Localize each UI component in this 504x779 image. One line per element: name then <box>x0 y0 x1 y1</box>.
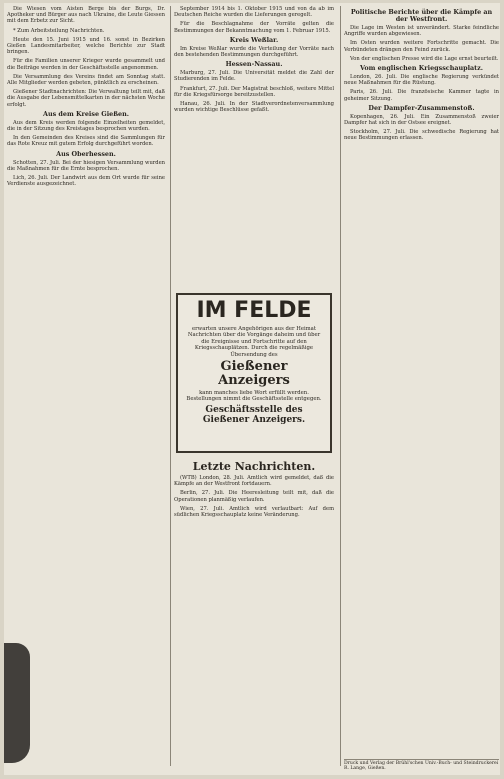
article-paragraph: Gießener Stadtnachrichten: Die Verwaltung teilt mit, daß die Ausgabe der Lebensmittelkarten in der nächsten Woche erfolgt. <box>7 89 165 108</box>
column-middle <box>174 6 334 290</box>
column-divider <box>170 6 171 766</box>
section-heading: Kreis Weßlar. <box>229 35 279 44</box>
latest-news-heading: Letzte Nachrichten. <box>192 460 316 473</box>
article-paragraph: (WTB) London, 28. Juli. Amtlich wird gemeldet, daß die Kämpfe an der Westfront fortdauern. <box>174 475 334 488</box>
article-paragraph: Wien, 27. Juli. Amtlich wird verlautbart: Auf dem südlichen Kriegsschauplatz keine Veränderung. <box>174 505 334 519</box>
section-heading: Hessen-Nassau. <box>225 60 283 69</box>
article-paragraph: Heute den 15. Juni 1915 und 16. sonst in Bezirken Gießen Landesmitarbeiter, welche Berichte zur Stadt bringen. <box>7 36 165 56</box>
article-paragraph: Die Lage im Westen ist unverändert. Starke feindliche Angriffe wurden abgewiesen. <box>344 25 499 38</box>
column-divider <box>340 6 341 766</box>
article-paragraph: Die Versammlung des Vereins findet am Sonntag statt. Alle Mitglieder werden gebeten, pünktlich zu erscheinen. <box>7 73 165 87</box>
article-paragraph: Paris, 26. Juli. Die französische Kammer tagte in geheimer Sitzung. <box>344 89 499 102</box>
article-paragraph: Stockholm, 27. Juli. Die schwedische Regierung hat neue Bestimmungen erlassen. <box>344 129 499 142</box>
section-heading: Politische Berichte über die Kämpfe an der Westfront. <box>350 8 493 23</box>
section-heading: Aus Oberhessen. <box>56 149 116 158</box>
latest-news-section <box>174 458 334 521</box>
article-paragraph: Aus dem Kreis werden folgende Einzelheiten gemeldet, die in der Sitzung des Kreistages besprochen wurden. <box>7 119 165 133</box>
ad-footer: Geschäftsstelle des Gießener Anzeigers. <box>202 404 306 425</box>
article-paragraph: September 1914 bis 1. Oktober 1915 und von da ab im Deutschen Reiche wurden die Lieferungen geregelt. <box>174 6 334 19</box>
section-heading: Der Dampfer-Zusammenstoß. <box>368 103 475 112</box>
ad-text: kann manches liebe Wort erfüllt werden. Bestellungen nimmt die Geschäftsstelle entgegen. <box>186 390 322 403</box>
article-paragraph: Berlin, 27. Juli. Die Heeresleitung teilt mit, daß die Operationen planmäßig verlaufen. <box>174 490 334 503</box>
article-paragraph: Von der englischen Presse wird die Lage ernst beurteilt. <box>350 55 499 62</box>
ad-text: erwarten unsere Angehörigen aus der Heimat Nachrichten über die Vorgänge daheim und über die Ereignisse und Fortschritte auf den Kriegsschauplätzen. Durch die regelmäßige Übersendung des <box>187 326 321 358</box>
section-heading: Aus dem Kreise Gießen. <box>43 109 129 118</box>
subscription-advertisement <box>176 293 332 453</box>
ad-title: IM FELDE <box>196 298 312 323</box>
ink-stain <box>4 643 30 763</box>
article-paragraph: Kopenhagen, 26. Juli. Ein Zusammenstoß zweier Dampfer hat sich in der Ostsee ereignet. <box>344 113 499 127</box>
article-paragraph: In den Gemeinden des Kreises sind die Sammlungen für das Rote Kreuz mit gutem Erfolg durchgeführt worden. <box>7 135 165 148</box>
imprint-footer: Druck und Verlag der Brühl'schen Univ.-Buch- und Steindruckerei R. Lange, Gießen. <box>344 761 499 772</box>
article-paragraph: Im Kreise Weßlar wurde die Verteilung der Vorräte nach den bestehenden Bestimmungen durchgeführt. <box>174 45 334 59</box>
article-paragraph: Lich, 26. Juli. Der Landwirt aus dem Ort wurde für seine Verdienste ausgezeichnet. <box>7 175 165 188</box>
section-heading: Vom englischen Kriegsschauplatz. <box>360 64 483 73</box>
article-paragraph: Für die Beschlagnahme der Vorräte gelten die Bestimmungen der Bekanntmachung vom 1. Februar 1915. <box>174 21 334 34</box>
column-left <box>7 6 165 766</box>
column-right <box>344 6 499 754</box>
ad-brand: Gießener Anzeigers <box>218 359 290 389</box>
article-paragraph: Marburg, 27. Juli. Die Universität meldet die Zahl der Studierenden im Felde. <box>174 70 334 83</box>
article-paragraph: Im Osten wurden weitere Fortschritte gemacht. Die Verbündeten drängen den Feind zurück. <box>344 40 499 53</box>
article-paragraph: Hanau, 26. Juli. In der Stadtverordnetenversammlung wurden wichtige Beschlüsse gefaßt. <box>174 101 334 114</box>
article-paragraph: Frankfurt, 27. Juli. Der Magistrat beschloß, weitere Mittel für die Kriegsfürsorge bereitzustellen. <box>174 85 334 98</box>
article-paragraph: * Zum Arbeitsteilung Nachrichten. <box>13 27 105 34</box>
article-paragraph: Die Wiesen vom Aisten Berge bis der Burgs, Dr. Apotheker und Bürger aus nach Ukraine, die Leute Giessen mit dem Erbetz zur Sicht. <box>7 6 165 25</box>
article-paragraph: London, 26. Juli. Die englische Regierung verkündet neue Maßnahmen für die Rüstung. <box>344 74 499 87</box>
article-paragraph: Schotten, 27. Juli. Bei der hiesigen Versammlung wurden die Maßnahmen für die Ernte besprochen. <box>7 159 165 172</box>
article-paragraph: Für die Familien unserer Krieger wurde gesammelt und die Beiträge werden in der Geschäftsstelle angenommen. <box>7 58 165 71</box>
newspaper-page <box>4 3 500 775</box>
